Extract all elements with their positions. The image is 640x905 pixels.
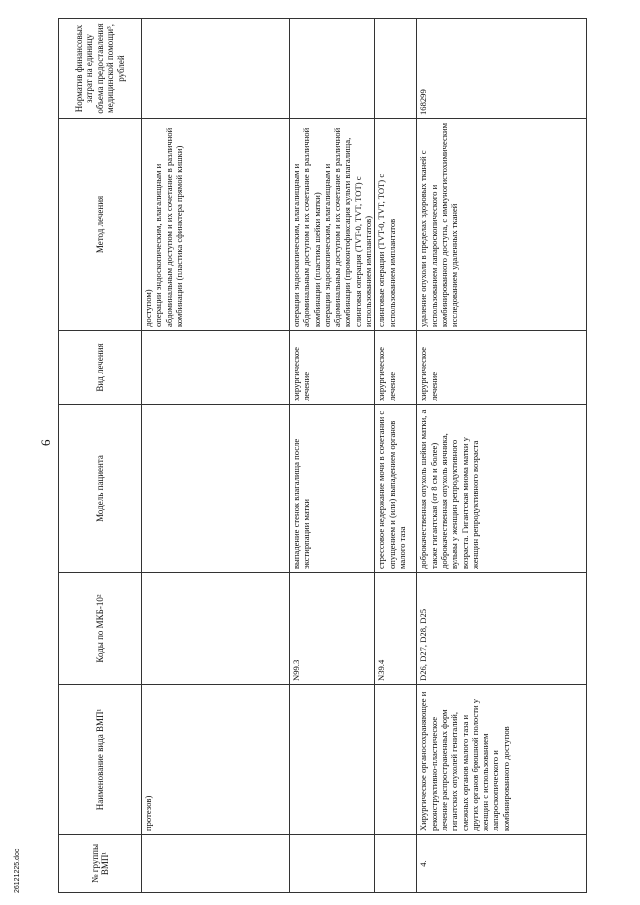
cell-model: [142, 405, 290, 573]
cell-method: [375, 119, 417, 331]
header-num: № группы ВМП¹: [59, 835, 142, 893]
method-text: операции эндоскопическим, влагалищным и абдоминальным доступом и их сочетание в различной комбинации (пластика шейки матки): [291, 127, 322, 327]
cell-norm: [142, 19, 290, 119]
header-name: Наименование вида ВМП¹: [59, 685, 142, 835]
method-text: слинговые операции (TVT-0, TVT, TOT) с использованием имплантатов: [376, 173, 397, 327]
cell-num: [142, 835, 290, 893]
header-method: Метод лечения: [59, 119, 142, 331]
cell-norm: 168299: [417, 19, 587, 119]
cell-name: Хирургическое органосохраняющее и реконструктивно-пластическое лечение распространенных форм гигантских опухолей гениталий, смежных органов малого таза и других органов брюшной полости у женщин с использованием лапароскопического и комбинированного доступов: [417, 685, 587, 835]
method-text: удаление опухоли в пределах здоровых тканей с использованием лапароскопического и комбинированного доступа, с иммуногистохимическим исследованием удаленных тканей: [418, 122, 460, 327]
cell-name: [290, 685, 375, 835]
method-text: доступом): [143, 289, 153, 327]
method-text: операции эндоскопическим, влагалищным и абдоминальным доступом и их сочетание в различной комбинации (пластика сфинктера прямой кишки): [153, 127, 184, 327]
cell-treatment: хирургическое лечение: [290, 331, 375, 405]
cell-model: стрессовое недержание мочи в сочетании с опущением и (или) выпадением органов малого таза: [375, 405, 417, 573]
header-treatment: Вид лечения: [59, 331, 142, 405]
cell-num: 4.: [417, 835, 587, 893]
cell-treatment: хирургическое лечение: [417, 331, 587, 405]
cell-name: протезов): [142, 685, 290, 835]
cell-method: [142, 119, 290, 331]
treatment-table: [58, 18, 587, 893]
table-row: [375, 19, 417, 893]
method-text: операции эндоскопическим, влагалищным и абдоминальным доступом и их сочетание в различной комбинации (промонтофиксация культи влагалища, слинговая операция (TVT-0, TVT, TOT) с использованием имплантатов): [321, 127, 374, 327]
cell-model: выпадение стенок влагалища после экстирпации матки: [290, 405, 375, 573]
cell-codes: D26, D27, D28, D25: [417, 573, 587, 685]
cell-method: [290, 119, 375, 331]
table-row: [417, 19, 587, 893]
table-row: [290, 19, 375, 893]
cell-method: [417, 119, 587, 331]
cell-codes: [142, 573, 290, 685]
cell-treatment: хирургическое лечение: [375, 331, 417, 405]
cell-treatment: [142, 331, 290, 405]
cell-num: [375, 835, 417, 893]
cell-codes: N39.4: [375, 573, 417, 685]
table-row: [142, 19, 290, 893]
cell-model: доброкачественная опухоль шейки матки, а также гигантская (от 8 см и более) доброкачественная опухоль яичника, вульвы у женщин репродуктивного возраста. Гигантская миома матки у женщин репродуктивного возраста: [417, 405, 587, 573]
header-norm: Норматив финансовых затрат на единицу объема предоставления медицинской помощи³, рублей: [59, 19, 142, 119]
page-number: 6: [38, 439, 53, 446]
cell-codes: N99.3: [290, 573, 375, 685]
cell-num: [290, 835, 375, 893]
header-row: [59, 19, 142, 893]
cell-norm: [290, 19, 375, 119]
cell-name: [375, 685, 417, 835]
footer-text: 26121225.doc: [14, 848, 21, 893]
header-codes: Коды по МКБ-10²: [59, 573, 142, 685]
cell-norm: [375, 19, 417, 119]
header-model: Модель пациента: [59, 405, 142, 573]
